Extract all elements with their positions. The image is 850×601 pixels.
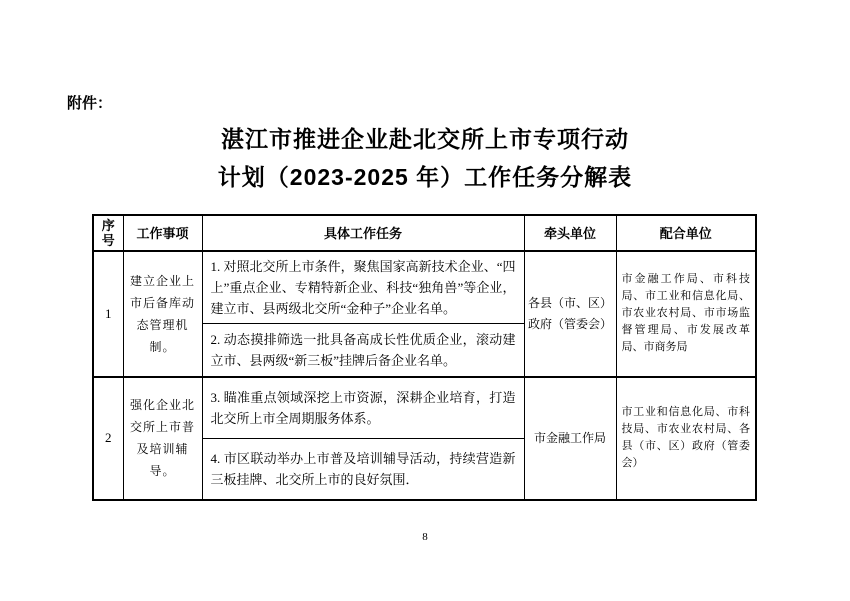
index-cell: 1 <box>93 251 123 377</box>
header-index: 序号 <box>93 215 123 251</box>
table-header-row <box>93 215 756 251</box>
work-item-cell: 强化企业北交所上市普及培训辅导。 <box>123 377 202 500</box>
work-item-cell: 建立企业上市后备库动态管理机制。 <box>123 251 202 377</box>
table-row <box>93 251 756 324</box>
lead-unit-cell: 市金融工作局 <box>524 377 616 500</box>
lead-unit-cell: 各县（市、区）政府（管委会） <box>524 251 616 377</box>
index-cell: 2 <box>93 377 123 500</box>
task-cell: 4. 市区联动举办上市普及培训辅导活动，持续营造新三板挂牌、北交所上市的良好氛围． <box>202 439 524 500</box>
header-lead-unit: 牵头单位 <box>524 215 616 251</box>
support-unit-cell: 市工业和信息化局、市科技局、市农业农村局、各县（市、区）政府（管委会） <box>616 377 756 500</box>
document-title <box>0 120 850 196</box>
header-support-unit: 配合单位 <box>616 215 756 251</box>
header-tasks: 具体工作任务 <box>202 215 524 251</box>
header-work-item: 工作事项 <box>123 215 202 251</box>
task-cell: 3. 瞄准重点领域深挖上市资源，深耕企业培育，打造北交所上市全周期服务体系。 <box>202 377 524 439</box>
title-line-1: 湛江市推进企业赴北交所上市专项行动 <box>221 126 629 152</box>
task-breakdown-table <box>92 214 757 501</box>
page-number: 8 <box>422 531 428 543</box>
table-row <box>93 377 756 439</box>
task-cell: 2. 动态摸排筛选一批具备高成长性优质企业，滚动建立市、县两级“新三板”挂牌后备企业名单。 <box>202 324 524 377</box>
attachment-label: 附件： <box>67 95 113 112</box>
title-line-2: 计划（2023-2025 年）工作任务分解表 <box>217 164 633 190</box>
task-cell: 1. 对照北交所上市条件，聚焦国家高新技术企业、“四上”重点企业、专精特新企业、科技“独角兽”等企业，建立市、县两级北交所“金种子”企业名单。 <box>202 251 524 324</box>
support-unit-cell: 市金融工作局、市科技局、市工业和信息化局、市农业农村局、市市场监督管理局、市发展改革局、市商务局 <box>616 251 756 377</box>
